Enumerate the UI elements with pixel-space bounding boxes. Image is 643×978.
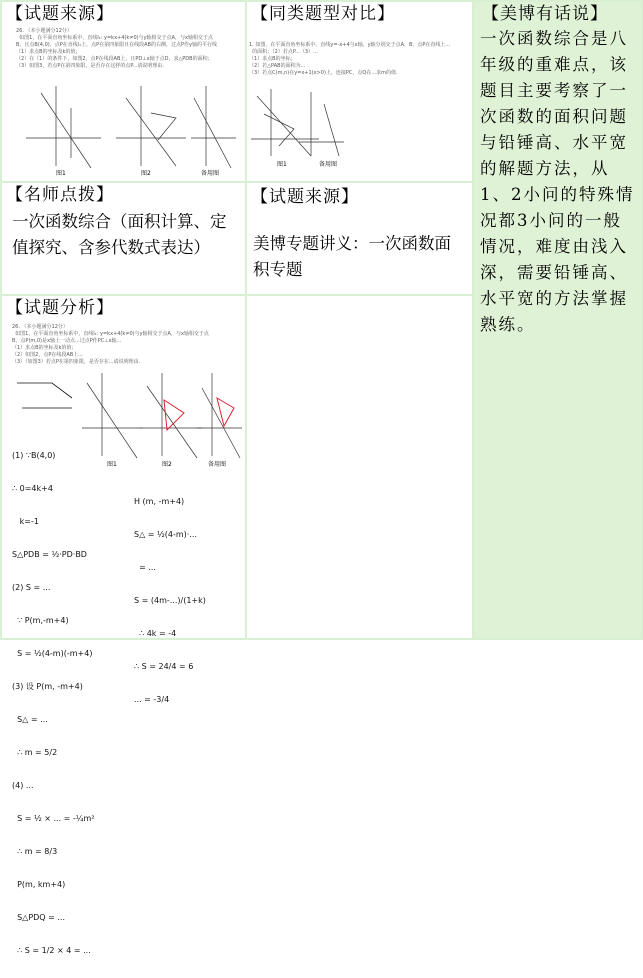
note-line: S△ = ½(4-m)·...: [134, 530, 197, 539]
note-line: S△PDQ = ...: [12, 913, 66, 922]
handwritten-notes-left: [12, 428, 132, 978]
compare-doc-line: 的面积；（2）若点P...（3）...: [249, 49, 318, 55]
source-top-doc-line: （1）求点B的坐标及k的值；: [16, 49, 81, 55]
figure-label: 图2: [162, 461, 172, 468]
note-line: k=-1: [12, 517, 39, 526]
note-line: S = ½(4-m)(-m+4): [12, 649, 93, 658]
source-mid-heading: 【试题来源】: [251, 187, 359, 207]
analysis-doc-line: 26. （本小题满分12分）: [12, 324, 68, 330]
tips-heading: 【名师点拨】: [6, 185, 114, 205]
empty-panel: [247, 296, 472, 638]
compare-doc-line: （2）若△PAB的面积为...: [249, 63, 306, 69]
source-mid-text: 美博专题讲义：一次函数面积专题: [253, 234, 451, 279]
compare-doc-line: （3）若点C(m,n)在y=x+1(x>0)上，连接PC，点Q在...求m的值.: [249, 70, 398, 76]
compare-doc-line: 1. 如图，在平面直角坐标系中，直线y=-x+4与x轴、y轴分别交于点A、B，点P在直线上...: [249, 42, 451, 48]
teacher-comment-panel: [474, 2, 641, 638]
compare-panel: [247, 2, 472, 181]
source-top-doc-line: （2）在（1）的条件下，如图2，点P在线段AB上，且PD⊥x轴于点D，求△PDB的面积；: [16, 56, 213, 62]
tips-panel: [2, 183, 245, 294]
analysis-heading: 【试题分析】: [6, 298, 114, 318]
analysis-doc-line: B，点P(m,0)是x轴上一动点...过点P作PC⊥x轴...: [12, 338, 122, 344]
compare-figures: [249, 84, 469, 169]
figure-label: 备用图: [208, 461, 227, 468]
note-line: (3) 设 P(m, -m+4): [12, 682, 83, 691]
figure-label: 图2: [141, 170, 151, 177]
analysis-doc-image: [12, 324, 244, 955]
source-top-figures: [16, 78, 238, 178]
note-line: ∴ S = 1/2 × 4 = ...: [12, 946, 91, 955]
compare-doc-line: （1）求点B的坐标；: [249, 56, 296, 62]
analysis-doc-line: （1）求点B的坐标及k的值；: [12, 345, 77, 351]
note-line: ∴ m = 5/2: [12, 748, 58, 757]
figure-label: 图1: [277, 161, 287, 168]
note-line: ∴ m = 8/3: [12, 847, 58, 856]
analysis-panel: [2, 296, 245, 955]
analysis-doc-line: （3）（如图3）若点P在第四象限，是否存在...请说明理由.: [12, 359, 141, 365]
note-line: H (m, -m+4): [134, 497, 185, 506]
note-line: ∴ 4k = -4: [134, 629, 177, 638]
teacher-comment-heading: 【美博有话说】: [482, 4, 608, 24]
handwritten-notes-right: [134, 474, 242, 727]
source-top-doc-line: B，且点B(4,0)，点P在直线l₁上，点P在第四象限且在线段AB的右侧，过点P作y轴的平行线: [16, 42, 217, 48]
source-top-panel: [2, 2, 245, 181]
note-line: S = ½ × ... = -¼m²: [12, 814, 95, 823]
teacher-comment-text: 一次函数综合是八年级的重难点，该题目主要考察了一次函数的面积问题与铅锤高、水平宽的解题方法，从1、2小问的特殊情况都3小问的一般情况，难度由浅入深，需要铅锤高、水平宽的方法掌握熟练。: [480, 29, 635, 334]
analysis-doc-line: （2）如图2，点P在线段AB上...: [12, 352, 83, 358]
note-line: ∵ P(m,-m+4): [12, 616, 69, 625]
note-line: ... = -3/4: [134, 695, 170, 704]
note-line: S△PDB = ½·PD·BD: [12, 550, 87, 559]
figure-label: 备用图: [201, 170, 220, 177]
note-line: P(m, km+4): [12, 880, 66, 889]
note-line: = ...: [134, 563, 159, 572]
compare-doc-image: [249, 42, 469, 178]
note-line: ∴ 0=4k+4: [12, 484, 53, 493]
source-mid-panel: [247, 183, 472, 294]
note-line: (1) ∵B(4,0): [12, 451, 56, 460]
analysis-doc-line: 如图1，在平面直角坐标系中，直线l₁: y=kx+4(k≠0)与y轴相交于点A，与x轴相交于点: [12, 331, 209, 337]
source-top-doc-image: [16, 28, 238, 178]
compare-heading: 【同类题型对比】: [251, 4, 395, 24]
note-line: ∴ S = 24/4 = 6: [134, 662, 194, 671]
note-line: S = (4m-...)/(1+k): [134, 596, 206, 605]
figure-label: 图1: [56, 170, 66, 177]
note-line: (2) S = ...: [12, 583, 51, 592]
tips-text: 一次函数综合（面积计算、定值探究、含参代数式表达）: [12, 212, 227, 257]
figure-label: 图1: [107, 461, 117, 468]
source-top-doc-line: 26. （本小题满分12分）: [16, 28, 72, 34]
source-top-doc-line: 如图1，在平面直角坐标系中，直线l₁: y=kx+4(k≠0)与y轴相交于点A，与x轴相交于点: [16, 35, 213, 41]
source-top-heading: 【试题来源】: [6, 4, 114, 24]
figure-label: 备用图: [319, 161, 338, 168]
source-top-doc-line: （3）如图3，若点P在第四象限，是否存在这样的点P...请说明理由.: [16, 63, 164, 69]
note-line: (4) ...: [12, 781, 34, 790]
note-line: S△ = ...: [12, 715, 48, 724]
